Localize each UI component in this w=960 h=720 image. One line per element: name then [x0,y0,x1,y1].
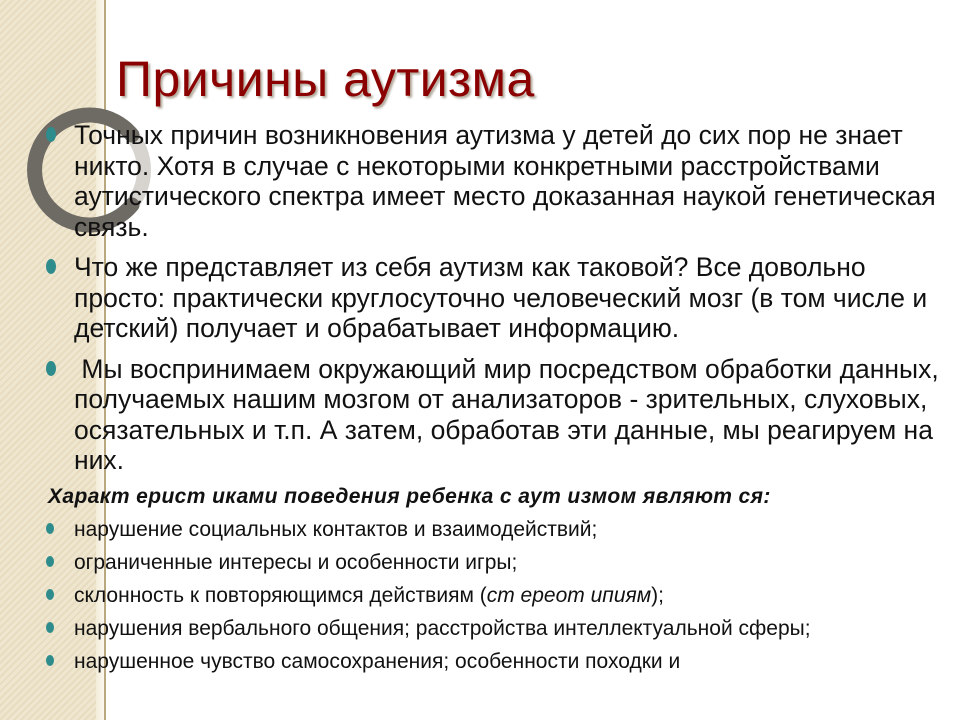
bullet-dot-icon [46,259,56,274]
bullet-item [46,252,951,344]
bullet-dot-icon [46,589,54,600]
trait-text: ограниченные интересы и особенности игры; [74,550,518,574]
bullet-dot-icon [46,523,54,534]
bullet-dot-icon [46,127,56,142]
bullet-text: Точных причин возникновения аутизма у детей до сих пор не знает никто. Хотя в случае с некоторыми конкретными расстройствами аутистического спектра имеет место доказанная наукой генетическая связь. [74,120,936,242]
trait-item [46,616,951,641]
bullet-text: Что же представляет из себя аутизм как таковой? Все довольно просто: практически круглосуточно человеческий мозг (в том числе и детский) получает и обрабатывает информацию. [74,252,928,343]
bullet-item [46,354,951,476]
trait-item [46,517,951,542]
bullet-dot-icon [46,622,54,633]
slide-body [46,120,951,682]
trait-item [46,550,951,575]
bullet-dot-icon [46,655,54,666]
bullet-dot-icon [46,361,56,376]
bullet-dot-icon [46,556,54,567]
trait-text: склонность к повторяющимся действиям ( [74,583,487,607]
trait-item [46,649,951,674]
trait-text-end: ); [651,583,664,607]
trait-item [46,583,951,608]
trait-text: нарушения вербального общения; расстройства интеллектуальной сферы; [74,616,811,640]
slide-title: Причины аутизма [116,51,535,107]
bullet-text: Мы воспринимаем окружающий мир посредством обработки данных, получаемых нашим мозгом от анализаторов - зрительных, слуховых, осязательных и т.п. А затем, обработав эти данные, мы реагируем на них. [74,353,947,475]
trait-text: нарушенное чувство самосохранения; особенности походки и [74,649,681,673]
trait-text: нарушение социальных контактов и взаимодействий; [74,517,598,541]
trait-emphasis: ст ереот ипиям [486,583,652,607]
traits-heading: Характ ерист иками поведения ребенка с аут измом являют ся: [48,484,771,508]
bullet-item [46,120,951,242]
